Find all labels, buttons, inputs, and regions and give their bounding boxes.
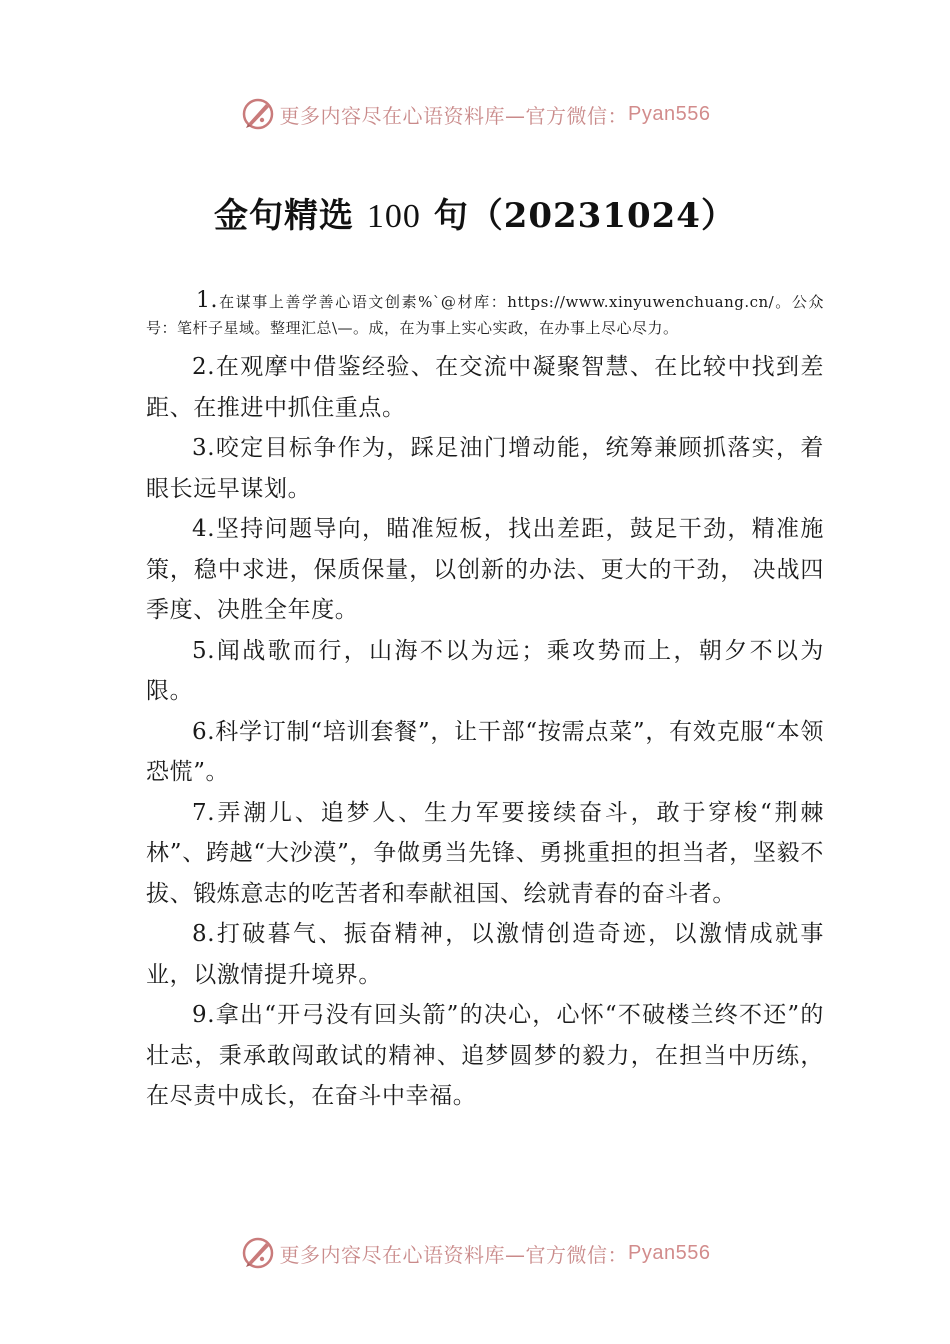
- pen-logo-icon: [240, 96, 276, 132]
- footer-banner: [0, 1233, 950, 1273]
- title-prefix: 金句精选: [214, 196, 355, 236]
- paragraph-1: [146, 288, 824, 341]
- paragraph-5: 5.闻战歌而行，山海不以为远；乘攻势而上，朝夕不以为限。: [146, 637, 824, 704]
- paragraph-3: 3.咬定目标争作为，踩足油门增动能，统筹兼顾抓落实，着眼长远早谋划。: [146, 435, 824, 502]
- paragraph-9: 9.拿出“开弓没有回头箭”的决心，心怀“不破楼兰终不还”的壮志，秉承敢闯敢试的精神、追梦圆梦的毅力，在担当中历练，在尽责中成长，在奋斗中幸福。: [146, 1002, 824, 1109]
- title-number: 100: [366, 198, 421, 235]
- header-banner: [0, 94, 950, 134]
- paragraph-8: 8.打破暮气、振奋精神，以激情创造奇迹，以激情成就事业，以激情提升境界。: [146, 921, 824, 988]
- banner-text: 更多内容尽在心语资料库—官方微信：: [279, 1242, 629, 1267]
- pen-logo-icon: [240, 1235, 276, 1271]
- title-suffix: 句（20231024）: [433, 196, 736, 236]
- banner-text: 更多内容尽在心语资料库—官方微信：: [279, 103, 629, 128]
- paragraph-1-lead: 1.: [196, 288, 218, 313]
- paragraph-6: 6.科学订制“培训套餐”，让干部“按需点菜”，有效克服“本领恐慌”。: [146, 718, 824, 785]
- document-body: [146, 288, 824, 1117]
- paragraph-7: 7.弄潮儿、追梦人、生力军要接续奋斗，敢于穿梭“荆棘林”、跨越“大沙漠”，争做勇当先锋、勇挑重担的担当者，坚毅不拔、锻炼意志的吃苦者和奉献祖国、绘就青春的奋斗者。: [146, 799, 824, 907]
- paragraph-1-text: 在谋事上善学善心语文创素%`@材库：https://www.xinyuwenchuang.cn/。公众号：笔杆子星域。整理汇总\—。成，在为事上实心实政，在办事上尽心尽力。: [146, 293, 824, 337]
- page-title: [0, 188, 950, 237]
- paragraph-4: 4.坚持问题导向，瞄准短板，找出差距，鼓足干劲，精准施策，稳中求进，保质保量，以创新的办法、更大的干劲， 决战四季度、决胜全年度。: [146, 516, 824, 623]
- banner-wechat-id: Pyan556: [628, 1241, 711, 1264]
- banner-wechat-id: Pyan556: [628, 102, 711, 125]
- paragraph-2: 2.在观摩中借鉴经验、在交流中凝聚智慧、在比较中找到差距、在推进中抓住重点。: [146, 354, 824, 421]
